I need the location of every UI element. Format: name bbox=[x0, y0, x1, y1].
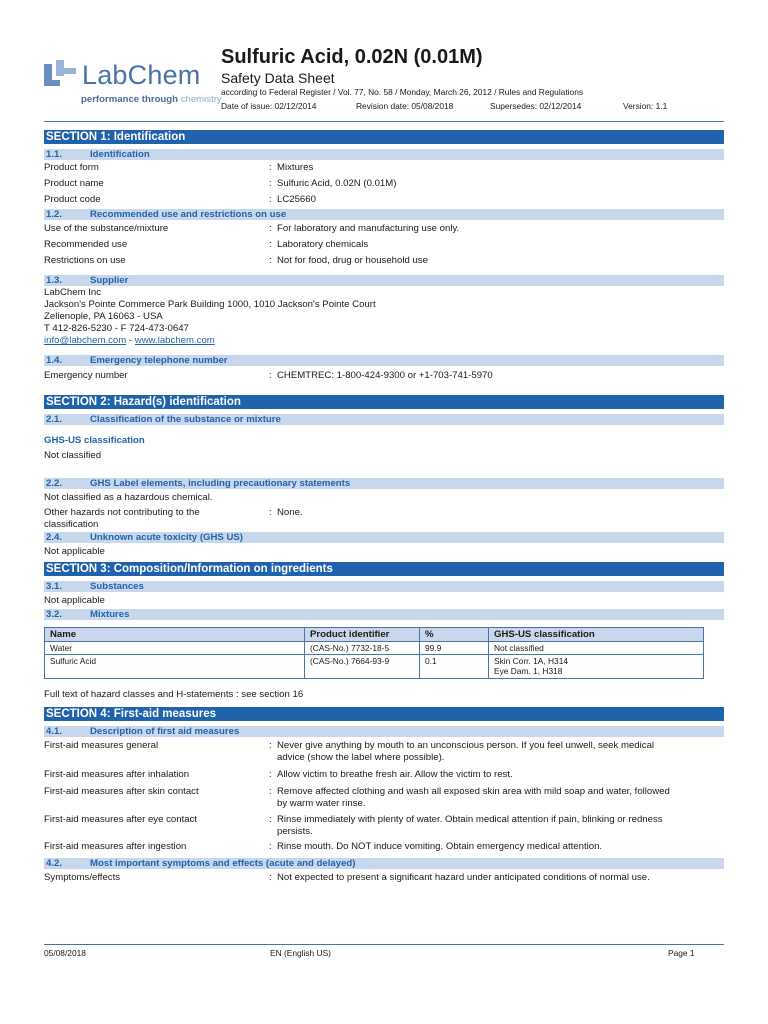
footer-divider bbox=[44, 944, 724, 945]
subsection-1-2: 1.2. Recommended use and restrictions on use bbox=[44, 209, 724, 220]
section-4-header: SECTION 4: First-aid measures bbox=[44, 707, 724, 721]
ghs-us-classification-value: Not classified bbox=[44, 450, 102, 461]
first-aid-ingestion-row: First-aid measures after ingestion : Rinse mouth. Do NOT induce vomiting. Obtain emergency medical attention. bbox=[44, 841, 603, 852]
ingredient-name: Sulfuric Acid bbox=[45, 655, 305, 679]
regulation-reference: according to Federal Register / Vol. 77, No. 58 / Monday, March 26, 2012 / Rules and Regulations bbox=[221, 87, 584, 97]
substances-value: Not applicable bbox=[44, 595, 105, 606]
supplier-phone: T 412-826-5230 - F 724-473-0647 bbox=[44, 323, 189, 334]
subsection-4-2: 4.2. Most important symptoms and effects (acute and delayed) bbox=[44, 858, 724, 869]
subsection-2-4: 2.4. Unknown acute toxicity (GHS US) bbox=[44, 532, 724, 543]
labchem-logo bbox=[44, 58, 220, 110]
table-header-row bbox=[45, 628, 704, 642]
ingredients-table bbox=[44, 627, 704, 679]
labchem-logo-icon bbox=[44, 60, 76, 90]
logo-wordmark: LabChem bbox=[82, 60, 201, 90]
subsection-3-1: 3.1. Substances bbox=[44, 581, 724, 592]
section-3-header: SECTION 3: Composition/Information on ingredients bbox=[44, 562, 724, 576]
version: Version: 1.1 bbox=[623, 101, 668, 111]
supplier-name: LabChem Inc bbox=[44, 287, 102, 298]
logo-tagline: performance through chemistry bbox=[81, 94, 222, 105]
supersedes: Supersedes: 02/12/2014 bbox=[490, 101, 582, 111]
section-1-header: SECTION 1: Identification bbox=[44, 130, 724, 144]
recommended-use-row: Recommended use : Laboratory chemicals bbox=[44, 239, 369, 250]
acute-toxicity-value: Not applicable bbox=[44, 546, 105, 557]
first-aid-general-row: First-aid measures general : Never give anything by mouth to an unconscious person. If you feel unwell, seek medical advice (show the label where possible). bbox=[44, 740, 655, 763]
product-name-row: Product name : Sulfuric Acid, 0.02N (0.01M) bbox=[44, 178, 397, 189]
restrictions-row: Restrictions on use : Not for food, drug or household use bbox=[44, 255, 428, 266]
column-header: Name bbox=[45, 628, 305, 642]
first-aid-inhalation-row: First-aid measures after inhalation : Allow victim to breathe fresh air. Allow the victim to rest. bbox=[44, 769, 513, 780]
revision-date: Revision date: 05/08/2018 bbox=[356, 101, 454, 111]
subsection-4-1: 4.1. Description of first aid measures bbox=[44, 726, 724, 737]
use-row: Use of the substance/mixture : For laboratory and manufacturing use only. bbox=[44, 223, 460, 234]
first-aid-skin-row: First-aid measures after skin contact : Remove affected clothing and wash all exposed skin area with mild soap and water, followed by warm water rinse. bbox=[44, 786, 670, 809]
supplier-address-1: Jackson's Pointe Commerce Park Building 1000, 1010 Jackson's Pointe Court bbox=[44, 299, 376, 310]
ingredient-percent: 0.1 bbox=[420, 655, 489, 679]
ingredient-name: Water bbox=[45, 642, 305, 655]
emergency-number-row: Emergency number : CHEMTREC: 1-800-424-9300 or +1-703-741-5970 bbox=[44, 370, 493, 381]
column-header: Product identifier bbox=[305, 628, 420, 642]
table-row bbox=[45, 642, 704, 655]
product-code-row: Product code : LC25660 bbox=[44, 194, 316, 205]
ingredient-identifier: (CAS-No.) 7664-93-9 bbox=[305, 655, 420, 679]
section-2-header: SECTION 2: Hazard(s) identification bbox=[44, 395, 724, 409]
subsection-2-1: 2.1. Classification of the substance or mixture bbox=[44, 414, 724, 425]
supplier-website-link[interactable]: www.labchem.com bbox=[134, 335, 215, 346]
hazard-classes-note: Full text of hazard classes and H-statements : see section 16 bbox=[44, 689, 304, 700]
footer-page-number: Page 1 bbox=[668, 948, 695, 958]
supplier-contact: info@labchem.com - www.labchem.com bbox=[44, 335, 215, 346]
first-aid-eye-row: First-aid measures after eye contact : Rinse immediately with plenty of water. Obtain medical attention if pain, blinking or redness persists. bbox=[44, 814, 663, 837]
ingredient-ghs: Skin Corr. 1A, H314 Eye Dam. 1, H318 bbox=[489, 655, 704, 679]
label-elements-text: Not classified as a hazardous chemical. bbox=[44, 492, 213, 503]
footer-date: 05/08/2018 bbox=[44, 948, 86, 958]
column-header: % bbox=[420, 628, 489, 642]
product-form-row: Product form : Mixtures bbox=[44, 162, 314, 173]
subsection-3-2: 3.2. Mixtures bbox=[44, 609, 724, 620]
supplier-email-link[interactable]: info@labchem.com bbox=[44, 335, 127, 346]
date-of-issue: Date of issue: 02/12/2014 bbox=[221, 101, 317, 111]
subsection-1-1: 1.1. Identification bbox=[44, 149, 724, 160]
ghs-us-classification-label: GHS-US classification bbox=[44, 435, 145, 446]
footer-language: EN (English US) bbox=[270, 948, 331, 958]
column-header: GHS-US classification bbox=[489, 628, 704, 642]
table-row bbox=[45, 655, 704, 679]
document-title: Sulfuric Acid, 0.02N (0.01M) bbox=[221, 46, 483, 68]
ingredient-ghs: Not classified bbox=[489, 642, 704, 655]
document-subtitle: Safety Data Sheet bbox=[221, 70, 335, 86]
ingredient-identifier: (CAS-No.) 7732-18-5 bbox=[305, 642, 420, 655]
subsection-1-4: 1.4. Emergency telephone number bbox=[44, 355, 724, 366]
other-hazards-row: Other hazards not contributing to the classification : None. bbox=[44, 507, 303, 530]
symptoms-row: Symptoms/effects : Not expected to present a significant hazard under anticipated conditions of normal use. bbox=[44, 872, 650, 883]
header-divider bbox=[44, 121, 724, 122]
subsection-1-3: 1.3. Supplier bbox=[44, 275, 724, 286]
document-body bbox=[44, 130, 724, 886]
subsection-2-2: 2.2. GHS Label elements, including precautionary statements bbox=[44, 478, 724, 489]
ingredient-percent: 99.9 bbox=[420, 642, 489, 655]
supplier-address-2: Zelienople, PA 16063 - USA bbox=[44, 311, 163, 322]
